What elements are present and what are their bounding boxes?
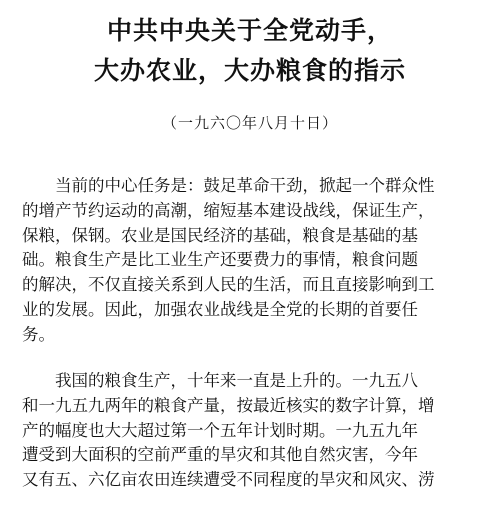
paragraph-1 bbox=[22, 174, 482, 348]
paragraph-1-line: 的解决，不仅直接关系到人民的生活，而且直接影响到工 bbox=[22, 275, 435, 295]
paragraph-1-line: 业的发展。因此，加强农业战线是全党的长期的首要任 bbox=[22, 299, 418, 319]
document-title-line-2: 大办农业，大办粮食的指示 bbox=[93, 56, 406, 85]
paragraph-2-line: 又有五、六亿亩农田连续遭受不同程度的旱灾和风灾、涝 bbox=[22, 470, 435, 490]
paragraph-2-line: 产的幅度也大大超过第一个五年计划时期。一九五九年 bbox=[22, 420, 418, 440]
paragraph-1-line: 础。粮食生产是比工业生产还要费力的事情，粮食问题 bbox=[22, 250, 418, 270]
paragraph-1-line: 的增产节约运动的高潮，缩短基本建设战线，保证生产， bbox=[22, 200, 435, 220]
paragraph-1-line: 保粮，保钢。农业是国民经济的基础，粮食是基础的基 bbox=[22, 225, 418, 245]
paragraph-1-line: 务。 bbox=[22, 324, 55, 344]
paragraph-2-line: 遭受到大面积的空前严重的旱灾和其他自然灾害，今年 bbox=[22, 445, 418, 465]
document-title-line-1: 中共中央关于全党动手， bbox=[106, 16, 393, 45]
document-date: （一九六〇年八月十日） bbox=[161, 114, 338, 132]
paragraph-2-line: 和一九五九两年的粮食产量，按最近核实的数字计算，增 bbox=[22, 395, 435, 415]
paragraph-2 bbox=[22, 369, 482, 493]
paragraph-1-line: 当前的中心任务是：鼓足革命干劲，掀起一个群众性 bbox=[55, 176, 435, 195]
paragraph-2-line: 我国的粮食生产，十年来一直是上升的。一九五八 bbox=[55, 371, 418, 390]
